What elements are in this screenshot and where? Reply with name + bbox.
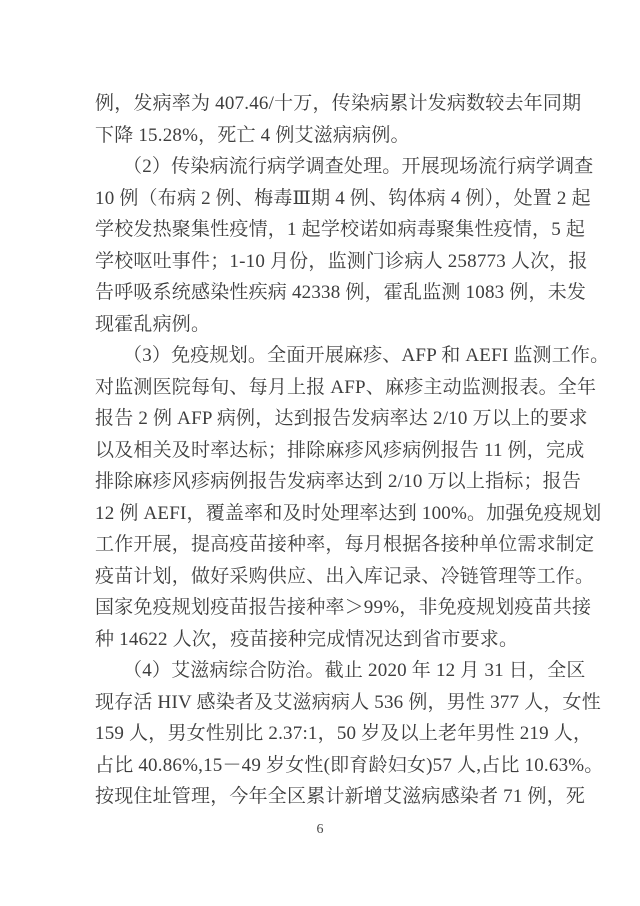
text-line: 现霍乱病例。 <box>95 313 211 335</box>
text-line: 对监测医院每旬、每月上报 AFP、麻疹主动监测报表。全年 <box>95 376 597 398</box>
text-line: 学校呕吐事件；1-10 月份，监测门诊病人 258773 人次，报 <box>95 250 588 272</box>
text-line-paragraph-3-start: （3）免疫规划。全面开展麻疹、AFP 和 AEFI 监测工作。 <box>123 345 610 366</box>
text-line: 占比 40.86%,15－49 岁女性(即育龄妇女)57 人,占比 10.63%。 <box>95 754 604 776</box>
text-line: 国家免疫规划疫苗报告接种率＞99%，非免疫规划疫苗共接 <box>95 597 592 618</box>
text-line: 12 例 AEFI，覆盖率和及时处理率达到 100%。加强免疫规划 <box>95 502 602 524</box>
text-line: 以及相关及时率达标；排除麻疹风疹病例报告 11 例，完成 <box>95 439 585 461</box>
text-line-paragraph-2-start: （2）传染病流行病学调查处理。开展现场流行病学调查 <box>123 156 594 177</box>
text-line: 现存活 HIV 感染者及艾滋病病人 536 例，男性 377 人，女性 <box>95 691 601 713</box>
text-line: 下降 15.28%，死亡 4 例艾滋病病例。 <box>95 124 410 146</box>
text-line: 告呼吸系统感染性疾病 42338 例，霍乱监测 1083 例，未发 <box>95 282 587 303</box>
text-line: 按现住址管理，今年全区累计新增艾滋病感染者 71 例，死 <box>95 786 586 807</box>
body-text <box>95 88 610 813</box>
page-number: 6 <box>316 822 324 837</box>
text-line: 学校发热聚集性疫情，1 起学校诺如病毒聚集性疫情，5 起 <box>95 219 586 240</box>
text-line: 报告 2 例 AFP 病例，达到报告发病率达 2/10 万以上的要求 <box>95 408 588 429</box>
text-line: 排除麻疹风疹病例报告发病率达到 2/10 万以上指标；报告 <box>95 471 582 492</box>
text-line-paragraph-4-start: （4）艾滋病综合防治。截止 2020 年 12 月 31 日，全区 <box>123 660 586 681</box>
text-line: 疫苗计划，做好采购供应、出入库记录、冷链管理等工作。 <box>95 565 595 587</box>
text-line: 159 人，男女性别比 2.37:1，50 岁及以上老年男性 219 人， <box>95 723 593 744</box>
text-line: 工作开展，提高疫苗接种率，每月根据各接种单位需求制定 <box>95 534 595 555</box>
text-line: 种 14622 人次，疫苗接种完成情况达到省市要求。 <box>95 628 519 650</box>
text-line: 10 例（布病 2 例、梅毒Ⅲ期 4 例、钩体病 4 例），处置 2 起 <box>95 187 591 209</box>
text-line: 例，发病率为 407.46/十万，传染病累计发病数较去年同期 <box>95 93 582 114</box>
